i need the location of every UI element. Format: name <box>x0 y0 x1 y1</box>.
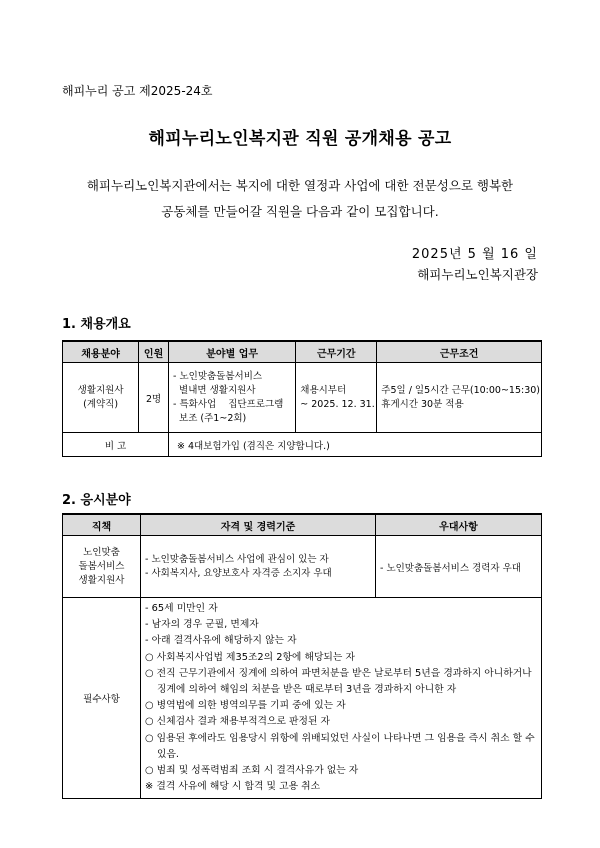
page-title: 해피누리노인복지관 직원 공개채용 공고 <box>148 129 452 149</box>
duty-line: 별내면 생활지원사 <box>173 384 256 396</box>
table-header-row <box>63 514 542 536</box>
position-cell <box>63 536 141 598</box>
intro-line: 해피누리노인복지관에서는 복지에 대한 열정과 사업에 대한 전문성으로 행복한 <box>86 178 514 193</box>
condition-line: 휴게시간 30분 적용 <box>381 398 464 410</box>
section-heading-positions: 2. 응시분야 <box>62 493 131 508</box>
requirement-item: ○ 범죄 및 성폭력범죄 조회 시 결격사유가 없는 자 <box>145 765 359 777</box>
requirement-item: ○ 전직 근무기관에서 징계에 의하여 파면처분을 받은 날로부터 5년을 경과하지 아니하거나 징계에 의하여 해임의 처분을 받은 때로부터 3년을 경과하지 아니한 자 <box>145 667 532 696</box>
field-line: (계약직) <box>83 398 119 410</box>
field-line: 생활지원사 <box>77 384 124 396</box>
column-header: 채용분야 <box>63 341 139 363</box>
section-heading-overview: 1. 채용개요 <box>62 317 131 332</box>
position-line: 돌봄서비스 <box>78 560 125 572</box>
note-text: ※ 4대보험가입 (겸직은 지양합니다.) <box>169 433 542 457</box>
notice-date: 2025년 5 월 16 일 <box>411 247 538 262</box>
duty-line: - 노인맞춤돌봄서비스 <box>173 370 263 382</box>
requirement-item: - 아래 결격사유에 해당하지 않는 자 <box>145 635 297 647</box>
condition-line: 주5일 / 일5시간 근무(10:00~15:30) <box>381 384 540 396</box>
table-row <box>63 536 542 598</box>
qualification-line: - 노인맞춤돌봄서비스 사업에 관심이 있는 자 <box>145 553 329 565</box>
requirement-item: - 65세 미만인 자 <box>145 603 218 614</box>
period-line: 채용시부터 <box>300 384 347 396</box>
issuer-name: 해피누리노인복지관장 <box>417 267 538 282</box>
position-line: 노인맞춤 <box>83 546 120 558</box>
count-cell: 2명 <box>139 363 169 433</box>
preference-cell: - 노인맞춤돌봄서비스 경력자 우대 <box>376 536 542 598</box>
requirement-item: ※ 결격 사유에 해당 시 합격 및 고용 취소 <box>145 781 321 793</box>
column-header: 인원 <box>139 341 169 363</box>
column-header: 자격 및 경력기준 <box>141 514 376 536</box>
table-header-row <box>63 341 542 363</box>
column-header: 분야별 업무 <box>169 341 296 363</box>
table-row <box>63 363 542 433</box>
intro-line: 공동체를 만들어갈 직원을 다음과 같이 모집합니다. <box>161 204 439 219</box>
qualification-line: - 사회복지사, 요양보호사 자격증 소지자 우대 <box>145 567 332 579</box>
duty-line: - 특화사업 집단프로그램 <box>173 398 284 410</box>
condition-cell <box>377 363 542 433</box>
note-label: 비 고 <box>63 433 169 457</box>
requirement-item: ○ 신체검사 결과 채용부적격으로 판정된 자 <box>145 716 331 728</box>
duty-line: 보조 (주1~2회) <box>173 412 247 424</box>
period-line: ~ 2025. 12. 31. <box>300 398 375 410</box>
position-line: 생활지원사 <box>78 574 125 586</box>
requirement-item: ○ 임용된 후에라도 임용당시 위항에 위배되었던 사실이 나타나면 그 임용을 즉시 취소 할 수 있음. <box>145 732 535 760</box>
requirement-item: ○ 사회복지사업법 제35조2의 2항에 해당되는 자 <box>145 651 355 663</box>
column-header: 우대사항 <box>376 514 542 536</box>
positions-table <box>62 513 542 799</box>
requirement-item: - 남자의 경우 군필, 면제자 <box>145 619 259 631</box>
column-header: 직책 <box>63 514 141 536</box>
requirements-label: 필수사항 <box>63 598 141 799</box>
notice-number: 해피누리 공고 제2025-24호 <box>62 84 213 98</box>
recruitment-overview-table <box>62 340 542 457</box>
table-row <box>63 598 542 799</box>
column-header: 근무기간 <box>296 341 377 363</box>
duties-cell <box>169 363 296 433</box>
column-header: 근무조건 <box>377 341 542 363</box>
period-cell <box>296 363 377 433</box>
requirement-item: ○ 병역법에 의한 병역의무를 기피 중에 있는 자 <box>145 700 346 712</box>
field-cell <box>63 363 139 433</box>
qualifications-cell <box>141 536 376 598</box>
intro-text <box>60 173 540 225</box>
table-row <box>63 433 542 457</box>
requirements-cell <box>141 598 542 799</box>
